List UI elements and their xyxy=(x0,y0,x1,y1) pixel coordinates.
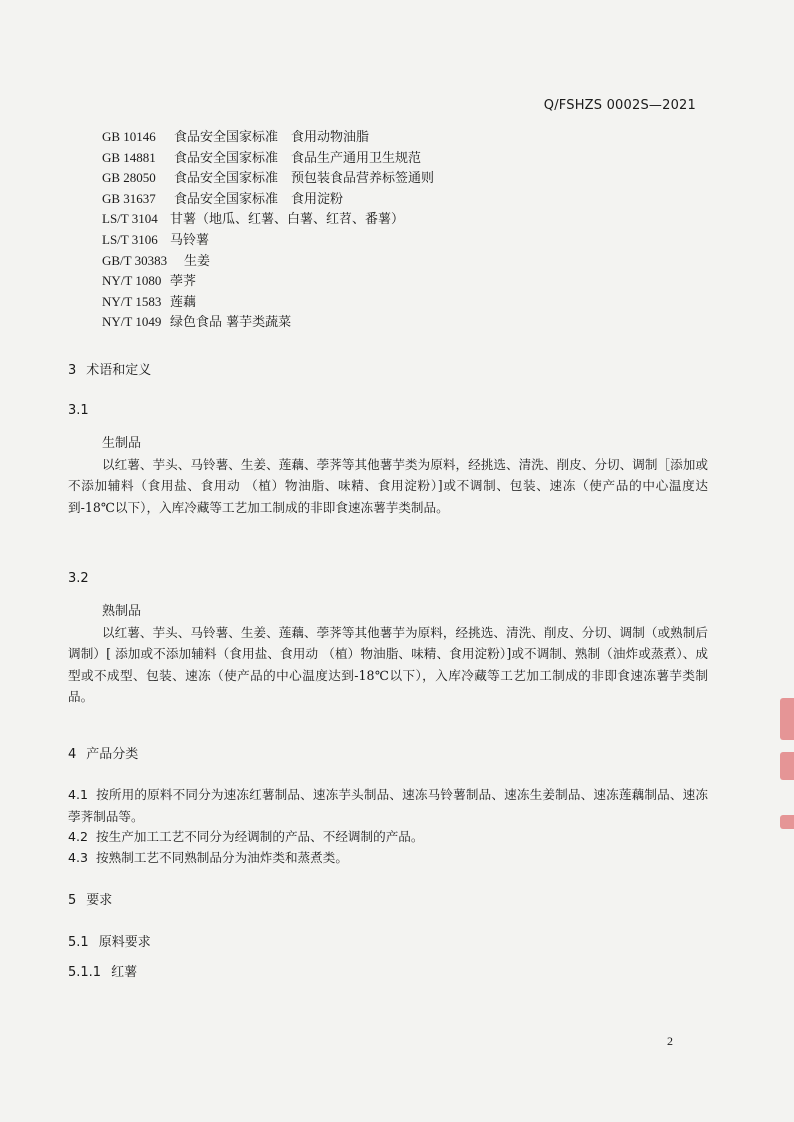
reference-title: 食品安全国家标准 食用淀粉 xyxy=(174,191,344,207)
reference-item xyxy=(102,209,434,230)
seal-fragment-mark xyxy=(780,752,794,780)
reference-item xyxy=(102,168,434,189)
item-number: 4.3 xyxy=(68,850,89,865)
classification-item-4-1 xyxy=(68,784,708,827)
term-cooked-product: 熟制品 xyxy=(102,604,142,619)
clause-5-1-heading xyxy=(68,931,151,950)
item-text: 按熟制工艺不同熟制品分为油炸类和蒸煮类。 xyxy=(96,850,348,865)
clause-number: 5.1.1 xyxy=(68,965,102,980)
reference-item xyxy=(102,251,434,272)
section-title: 术语和定义 xyxy=(86,363,152,378)
clause-5-1-1-heading xyxy=(68,961,137,980)
item-text: 按生产加工工艺不同分为经调制的产品、不经调制的产品。 xyxy=(96,829,424,844)
section-title: 产品分类 xyxy=(86,747,139,762)
reference-item xyxy=(102,271,434,292)
classification-item-4-3 xyxy=(68,847,708,869)
section-number: 3 xyxy=(68,363,77,378)
reference-title: 食品安全国家标准 食品生产通用卫生规范 xyxy=(174,150,422,166)
reference-code: NY/T 1049 xyxy=(102,314,162,330)
section-4-heading xyxy=(68,743,138,762)
definition-raw-product: 以红薯、芋头、马铃薯、生姜、莲藕、荸荠等其他薯芋类为原料，经挑选、清洗、削皮、分切、调制［添加或不添加辅料（食用盐、食用动 （植）物油脂、味精、食用淀粉）]或不调制、包装、速冻（使产品的中心温度达到-18℃以下），入库冷藏等工艺加工制成的非即食速冻薯芋类制品。 xyxy=(68,456,708,515)
reference-code: NY/T 1583 xyxy=(102,293,162,309)
item-number: 4.1 xyxy=(68,787,89,802)
clause-3-1-number: 3.1 xyxy=(68,403,89,418)
reference-code: GB 10146 xyxy=(102,129,156,144)
reference-code: LS/T 3104 xyxy=(102,211,158,227)
term-raw-product: 生制品 xyxy=(102,436,142,451)
reference-title: 食品安全国家标准 预包装食品营养标签通则 xyxy=(174,171,435,187)
reference-code: NY/T 1080 xyxy=(102,273,162,289)
classification-item-4-2 xyxy=(68,826,708,848)
reference-title: 莲藕 xyxy=(170,294,197,310)
section-5-heading xyxy=(68,889,112,908)
item-text: 按所用的原料不同分为速冻红薯制品、速冻芋头制品、速冻马铃薯制品、速冻生姜制品、速冻莲藕制品、速冻荸荠制品等。 xyxy=(68,787,708,824)
reference-title: 马铃薯 xyxy=(170,232,210,248)
reference-item xyxy=(102,189,434,210)
reference-item xyxy=(102,292,434,313)
section-3-heading xyxy=(68,359,151,378)
page-number: 2 xyxy=(667,1034,673,1048)
standard-code-header: Q/FSHZS 0002S—2021 xyxy=(543,98,696,113)
reference-title: 甘薯（地瓜、红薯、白薯、红苕、番薯） xyxy=(170,212,405,228)
clause-3-2-number: 3.2 xyxy=(68,571,89,586)
reference-title: 荸荠 xyxy=(170,274,197,290)
reference-code: LS/T 3106 xyxy=(102,231,158,247)
definition-cooked-product: 以红薯、芋头、马铃薯、生姜、莲藕、荸荠等其他薯芋为原料，经挑选、清洗、削皮、分切、调制（或熟制后调制）[ 添加或不添加辅料（食用盐、食用动 （植）物油脂、味精、食用淀粉）]或不调制、熟制（油炸或蒸煮）、成型或不成型、包装、速冻（使产品的中心温度达到-18℃以下），入库冷藏等工艺加工制成的非即食速冻薯芋类制品。 xyxy=(68,624,708,705)
clause-number: 5.1 xyxy=(68,935,89,950)
reference-code: GB 14881 xyxy=(102,149,156,165)
section-title: 要求 xyxy=(86,893,113,908)
clause-title: 红薯 xyxy=(111,965,138,980)
reference-item xyxy=(102,127,434,148)
reference-title: 绿色食品 薯芋类蔬菜 xyxy=(170,315,292,331)
clause-title: 原料要求 xyxy=(98,935,151,950)
reference-code: GB 28050 xyxy=(102,170,156,186)
reference-item xyxy=(102,312,434,333)
reference-title: 食品安全国家标准 食用动物油脂 xyxy=(174,130,370,145)
reference-code: GB 31637 xyxy=(102,190,156,206)
section-number: 4 xyxy=(68,747,77,762)
normative-references-list xyxy=(102,127,434,333)
item-number: 4.2 xyxy=(68,829,89,844)
reference-title: 生姜 xyxy=(184,253,211,269)
reference-item xyxy=(102,230,434,251)
seal-fragment-mark xyxy=(780,815,794,829)
reference-code: GB/T 30383 xyxy=(102,252,168,268)
seal-fragment-mark xyxy=(780,698,794,740)
section-number: 5 xyxy=(68,893,77,908)
reference-item xyxy=(102,148,434,169)
